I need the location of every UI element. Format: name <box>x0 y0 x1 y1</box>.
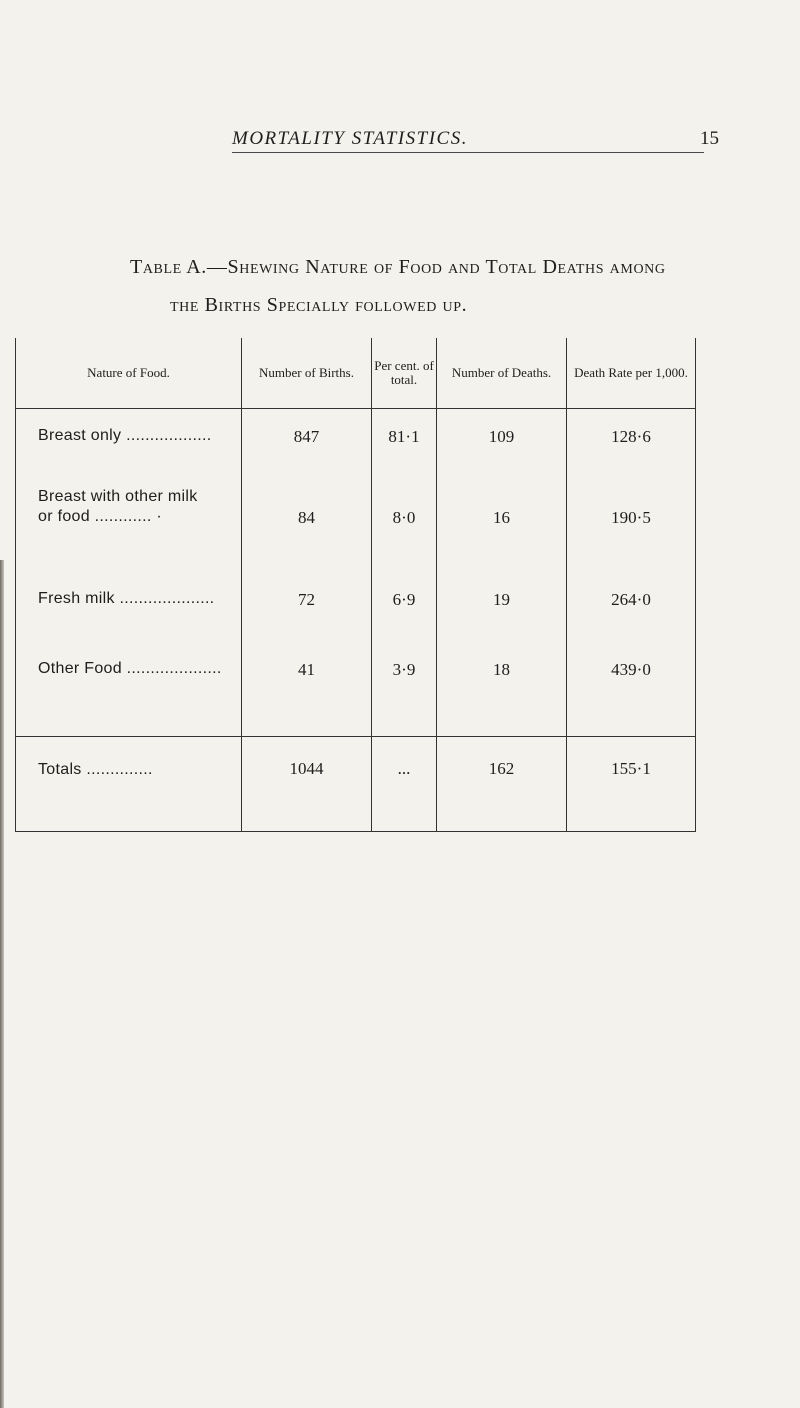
header-per-cent: Per cent. of total. <box>372 338 437 409</box>
row-label-line-1: Breast with other milk <box>38 488 198 505</box>
table-spacer-row <box>16 712 696 737</box>
header-number-of-deaths: Number of Deaths. <box>437 338 567 409</box>
row-label-line-2: or food ............ · <box>38 508 162 525</box>
table-row <box>16 479 696 572</box>
row-label: Breast only .................. <box>16 409 242 480</box>
header-rule <box>232 152 704 153</box>
header-death-rate: Death Rate per 1,000. <box>567 338 696 409</box>
births-cell: 847 <box>242 409 372 480</box>
page-edge-shadow <box>0 560 4 1408</box>
births-cell: 41 <box>242 642 372 712</box>
row-label: Fresh milk .................... <box>16 572 242 642</box>
deaths-cell: 109 <box>437 409 567 480</box>
header-number-of-births: Number of Births. <box>242 338 372 409</box>
births-cell: 72 <box>242 572 372 642</box>
percent-cell: 6·9 <box>372 572 437 642</box>
totals-percent: ... <box>372 737 437 832</box>
header-nature-of-food: Nature of Food. <box>16 338 242 409</box>
running-head <box>0 128 800 154</box>
rate-cell: 264·0 <box>567 572 696 642</box>
table-title-line-1: Table A.—Shewing Nature of Food and Total Deaths among <box>130 256 666 278</box>
deaths-cell: 18 <box>437 642 567 712</box>
deaths-cell: 16 <box>437 479 567 572</box>
table-row <box>16 642 696 712</box>
rate-cell: 190·5 <box>567 479 696 572</box>
births-cell: 84 <box>242 479 372 572</box>
totals-row <box>16 737 696 832</box>
totals-rate: 155·1 <box>567 737 696 832</box>
table-row <box>16 409 696 480</box>
totals-deaths: 162 <box>437 737 567 832</box>
table-title-line-2: the Births Specially followed up. <box>170 294 468 316</box>
table-title <box>130 248 690 324</box>
table-row <box>16 572 696 642</box>
deaths-cell: 19 <box>437 572 567 642</box>
rate-cell: 128·6 <box>567 409 696 480</box>
table-header-row <box>16 338 696 409</box>
row-label: Other Food .................... <box>16 642 242 712</box>
percent-cell: 81·1 <box>372 409 437 480</box>
food-deaths-table <box>15 338 696 832</box>
row-label <box>16 479 242 572</box>
page-number: 15 <box>700 128 719 149</box>
totals-births: 1044 <box>242 737 372 832</box>
percent-cell: 3·9 <box>372 642 437 712</box>
rate-cell: 439·0 <box>567 642 696 712</box>
running-title: MORTALITY STATISTICS. <box>232 128 468 149</box>
percent-cell: 8·0 <box>372 479 437 572</box>
totals-label: Totals .............. <box>16 737 242 832</box>
